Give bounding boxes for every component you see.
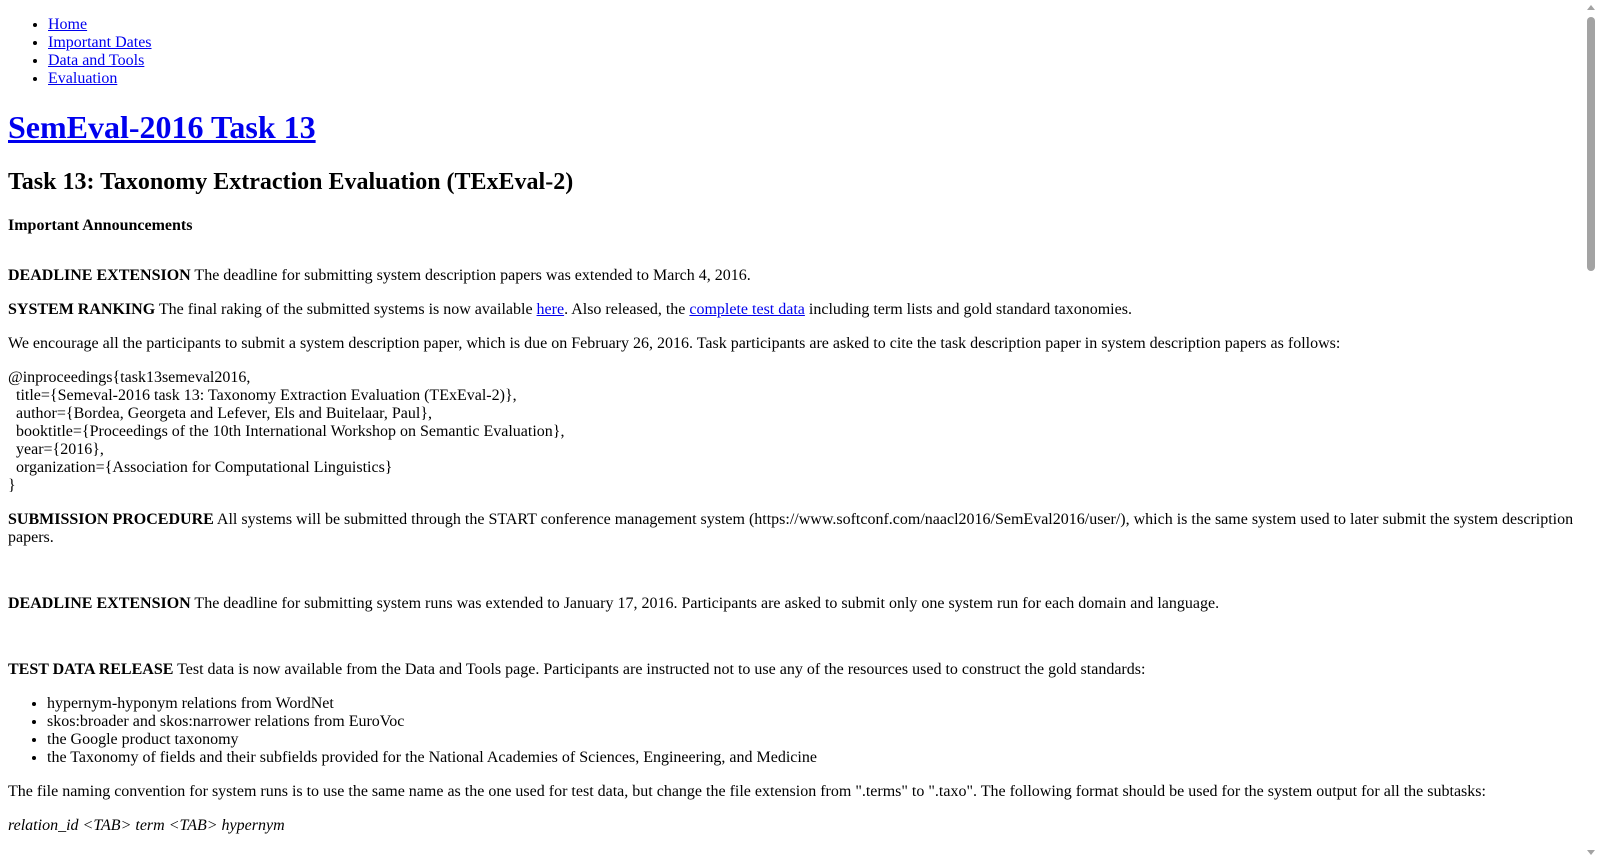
spacer — [8, 547, 1574, 579]
list-item: • skos:broader and skos:narrower relations from EuroVoc — [47, 713, 1574, 731]
task-title: Task 13: Taxonomy Extraction Evaluation (TExEval-2) — [8, 169, 574, 195]
scroll-up-arrow-icon[interactable] — [1587, 5, 1595, 10]
test-data-paragraph — [8, 661, 1574, 679]
system-ranking-text-middle: . Also released, the — [564, 301, 690, 318]
vertical-scrollbar[interactable] — [1583, 0, 1600, 861]
resources-list — [8, 695, 1574, 767]
encourage-paragraph: We encourage all the participants to submit a system description paper, which is due on February 26, 2016. Task participants are asked to cite the task description paper in system description papers as follows: — [8, 335, 1341, 352]
system-ranking-text-before: The final raking of the submitted systems is now available — [155, 301, 537, 318]
test-data-text: Test data is now available from the Data and Tools page. Participants are instructed not to use any of the resources used to construct the gold standards: — [173, 661, 1146, 678]
test-data-label: TEST DATA RELEASE — [8, 661, 174, 678]
list-item: • the Google product taxonomy — [47, 731, 1574, 749]
submission-text: All systems will be submitted through the START conference management system (https://www.softconf.com/naacl2016/SemEval2016/user/), which is the same system used to later submit the system description papers. — [8, 511, 1574, 546]
site-title-link[interactable]: SemEval-2016 Task 13 — [8, 109, 316, 145]
submission-label: SUBMISSION PROCEDURE — [8, 511, 214, 528]
naming-convention-paragraph: The file naming convention for system runs is to use the same name as the one used for test data, but change the file extension from ".terms" to ".taxo". The following format should be used for the system output for all the subtasks: — [8, 783, 1486, 800]
announcements-heading: Important Announcements — [8, 217, 193, 234]
deadline-papers-label: DEADLINE EXTENSION — [8, 267, 191, 284]
scroll-down-arrow-icon[interactable] — [1587, 850, 1595, 855]
bibtex-citation: @inproceedings{task13semeval2016, title={Semeval-2016 task 13: Taxonomy Extraction Evaluation (TExEval-2)}, author={Bordea, Georgeta and Lefever, Els and Buitelaar, Paul}, booktitle={Proceedings of the 10th International Workshop on Semantic Evaluation}, year={2016}, organization={Association for Computational Linguistics} } — [8, 369, 565, 494]
list-item: • the Taxonomy of fields and their subfields provided for the National Academies of Sciences, Engineering, and Medicine — [47, 749, 1574, 767]
submission-paragraph — [8, 511, 1574, 547]
nav-item-home — [48, 16, 1574, 34]
ranking-here-link[interactable]: here — [536, 301, 565, 318]
deadline-runs-label: DEADLINE EXTENSION — [8, 595, 191, 612]
site-title-heading — [8, 109, 1574, 146]
spacer — [8, 613, 1574, 645]
complete-test-data-link[interactable]: complete test data — [689, 301, 805, 318]
deadline-runs-text: The deadline for submitting system runs was extended to January 17, 2016. Participants are asked to submit only one system run for each domain and language. — [190, 595, 1220, 612]
deadline-papers-paragraph — [8, 267, 1574, 285]
top-nav — [8, 16, 1574, 88]
nav-item-important-dates — [48, 34, 1574, 52]
nav-link-home[interactable]: Home — [48, 16, 88, 33]
spacer — [8, 235, 1574, 267]
list-item: • hypernym-hyponym relations from WordNet — [47, 695, 1574, 713]
nav-item-evaluation — [48, 70, 1574, 88]
scrollbar-thumb[interactable] — [1587, 17, 1595, 271]
nav-item-data-and-tools — [48, 52, 1574, 70]
nav-link-important-dates[interactable]: Important Dates — [48, 34, 152, 51]
deadline-runs-paragraph — [8, 595, 1574, 613]
system-ranking-paragraph — [8, 301, 1574, 319]
deadline-papers-text: The deadline for submitting system description papers was extended to March 4, 2016. — [190, 267, 751, 284]
system-ranking-label: SYSTEM RANKING — [8, 301, 156, 318]
nav-link-data-and-tools[interactable]: Data and Tools — [48, 52, 145, 69]
nav-link-evaluation[interactable]: Evaluation — [48, 70, 118, 87]
system-ranking-text-after: including term lists and gold standard taxonomies. — [804, 301, 1132, 318]
page-content — [8, 0, 1574, 835]
output-format-line: relation_id <TAB> term <TAB> hypernym — [8, 817, 285, 834]
